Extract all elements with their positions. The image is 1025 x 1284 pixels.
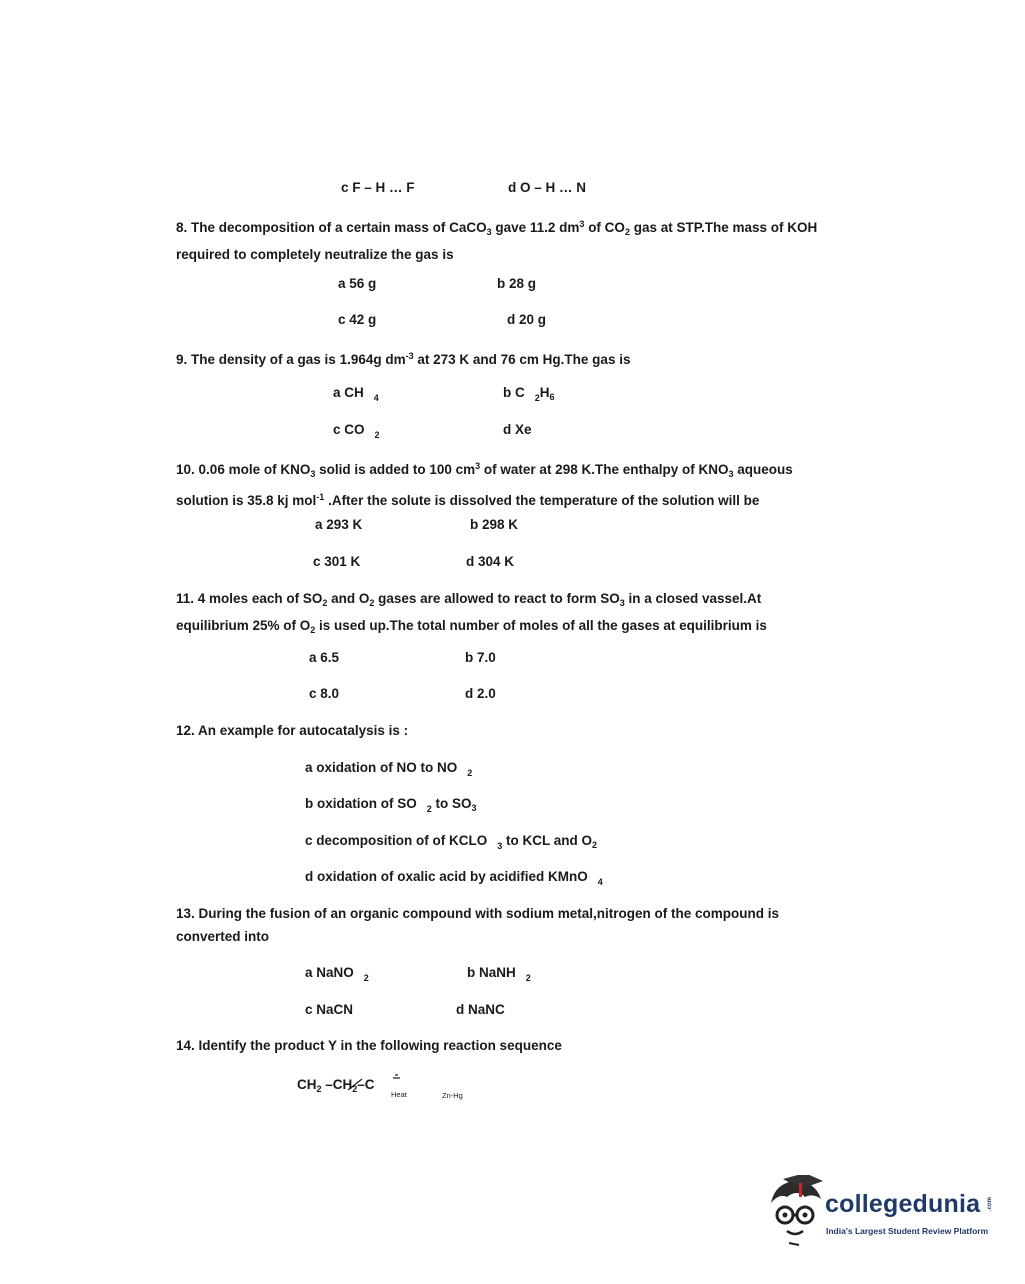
q13-option-d: d NaNC <box>456 1002 505 1017</box>
q8-option-a: a 56 g <box>338 276 377 291</box>
q7-option-d: d O – H … N <box>508 180 587 195</box>
q7-option-c: c F – H … F <box>341 180 415 195</box>
q12-option-c: c decomposition of of KCLO $_3$ to KCL and $O_2$ <box>305 833 598 851</box>
q11-option-d: d 2.0 <box>465 686 496 701</box>
brand-dotcom: .com <box>987 1196 994 1212</box>
q13-option-a: a NaNO $_2$ <box>305 965 369 983</box>
q11-option-a: a 6.5 <box>309 650 340 665</box>
q9-option-a: a CH $_4$ <box>333 385 379 403</box>
q10-option-b: b 298 K <box>470 517 519 532</box>
q12-option-d: d oxidation of oxalic acid by acidified KMnO $_4$ <box>305 869 603 887</box>
question-14: 14. Identify the product Y in the following reaction sequence <box>176 1038 562 1053</box>
collegedunia-mascot-logo <box>765 1175 827 1247</box>
question-11: 11. 4 moles each of $SO_2$ and $O_2$ gases are allowed to react to form $SO_3$ in a closed vassel.At equilibrium 25% of $O_2$ is used up.The total number of moles of all the gases at equilibrium is <box>176 591 767 635</box>
question-12: 12. An example for autocatalysis is : <box>176 723 409 738</box>
brand-tagline: India's Largest Student Review Platform <box>826 1226 989 1236</box>
q12-option-b: b oxidation of SO $_2$ to $SO_3$ <box>305 796 477 814</box>
q13-option-b: b NaNH $_2$ <box>467 965 531 983</box>
q10-option-c: c 301 K <box>313 554 361 569</box>
q11-option-b: b 7.0 <box>465 650 496 665</box>
q11-option-c: c 8.0 <box>309 686 340 701</box>
q9-option-d: d Xe <box>503 422 532 437</box>
q12-option-a: a oxidation of NO to NO $_2$ <box>305 760 473 778</box>
heat-label: Heat <box>391 1090 407 1099</box>
question-9: 9. The density of a gas is 1.964g $dm^{-3}$ at 273 K and 76 cm Hg.The gas is <box>176 351 631 367</box>
reaction-equation: $CH_2$ $-CH_2-C$ <box>297 1077 375 1094</box>
q8-option-b: b 28 g <box>497 276 537 291</box>
question-13: 13. During the fusion of an organic compound with sodium metal,nitrogen of the compound is converted into <box>176 906 780 944</box>
q10-option-d: d 304 K <box>466 554 515 569</box>
q10-option-a: a 293 K <box>315 517 363 532</box>
zn-hg-label: Zn-Hg <box>442 1091 463 1100</box>
q9-option-c: c CO $_2$ <box>333 422 380 440</box>
q9-option-b: b C $_2H_6$ <box>503 385 555 403</box>
q8-option-c: c 42 g <box>338 312 377 327</box>
brand-name: collegedunia <box>825 1190 981 1218</box>
q13-option-c: c NaCN <box>305 1002 354 1017</box>
q8-option-d: d 20 g <box>507 312 547 327</box>
question-8: 8. The decomposition of a certain mass of CaCO$_3$ gave 11.2 $dm^3$ of $CO_2$ gas at STP.The mass of KOH required to completely neutralize the gas is <box>176 219 818 262</box>
question-10: 10. 0.06 mole of $KNO_3$ solid is added to 100 $cm^3$ of water at 298 K.The enthalpy of $KNO_3$ aqueous solution is 35.8 kj mol$^{-1}$ .After the solute is dissolved the temperature of the solution will be <box>176 461 793 508</box>
